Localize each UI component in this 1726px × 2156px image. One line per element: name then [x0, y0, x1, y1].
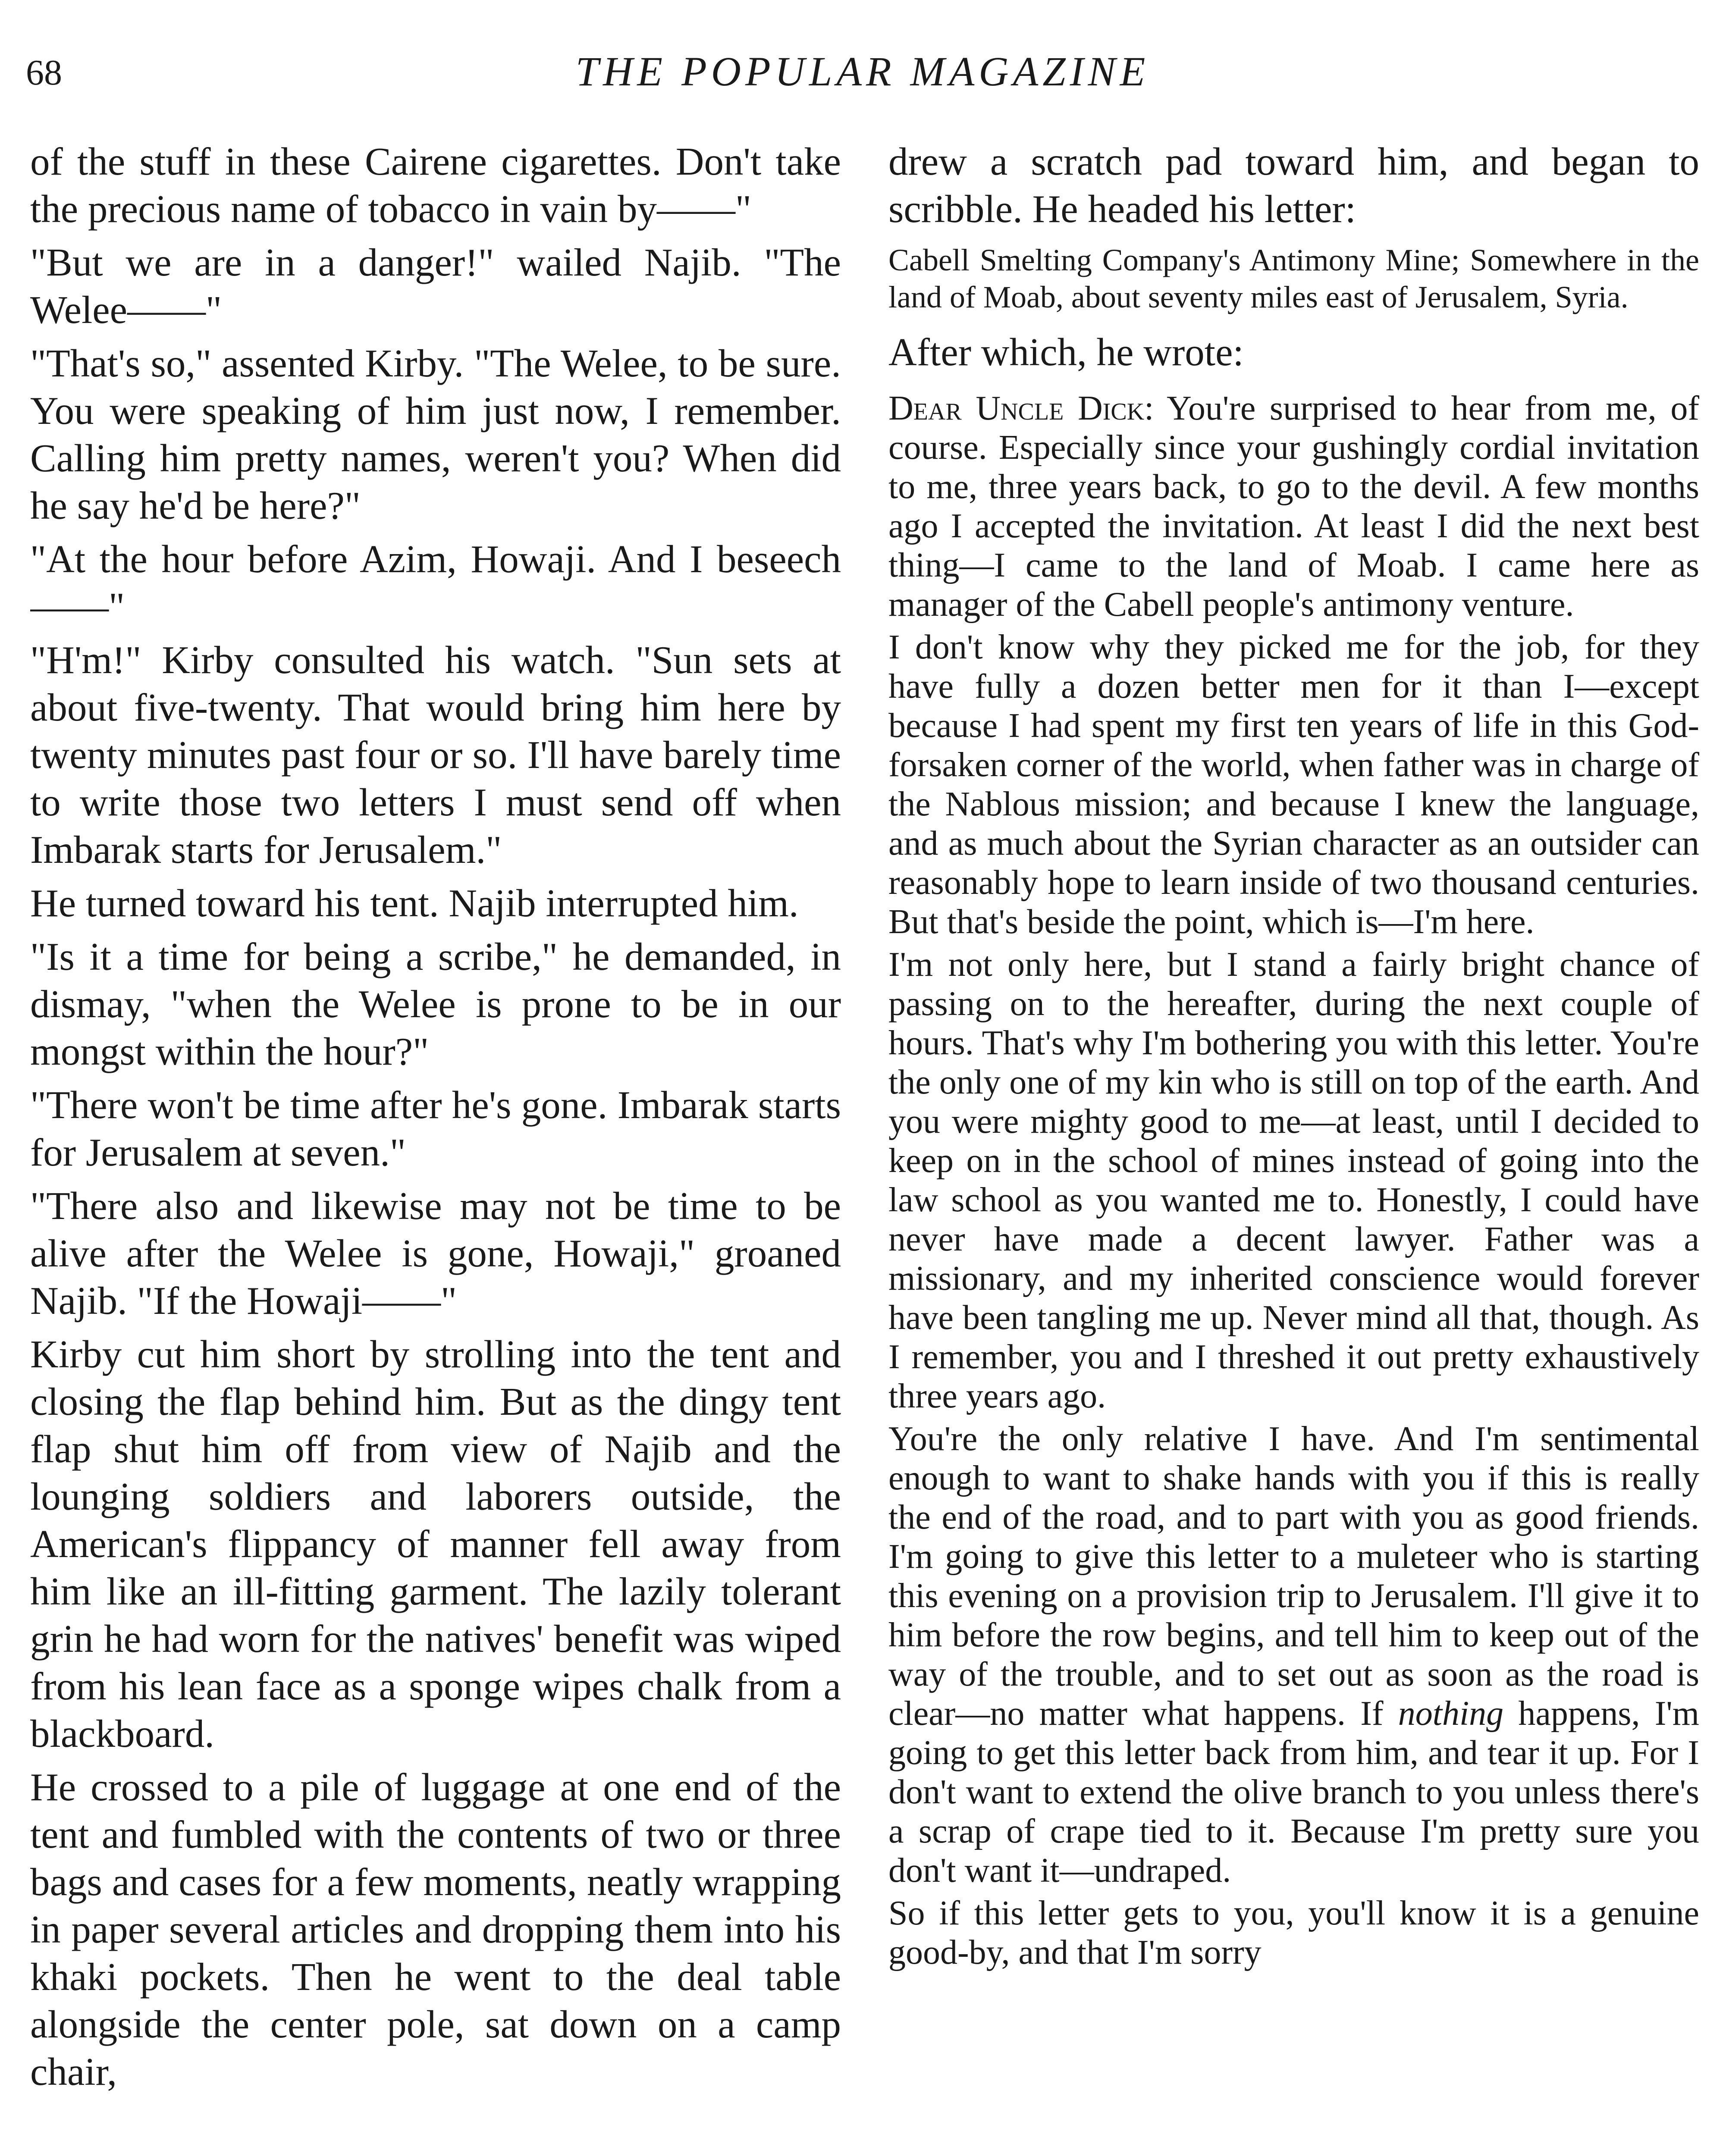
paragraph: He crossed to a pile of luggage at one end of the tent and fumbled with the contents of two or three bags and cases for a few moments, neatly wrapping in paper several articles and dropping them into his khaki pockets. Then he went to the deal table alongside the center pole, sat down on a camp chair,: [30, 1765, 841, 2093]
letter-salutation: Dear Uncle Dick:: [888, 389, 1154, 427]
letter-address: Cabell Smelting Company's Antimony Mine; Somewhere in the land of Moab, about seventy miles east of Jerusalem, Syria.: [888, 243, 1699, 314]
letter-paragraph: So if this letter gets to you, you'll know it is a genuine good-by, and that I'm sorry: [888, 1894, 1699, 1971]
left-column: [30, 138, 841, 2156]
paragraph: "At the hour before Azim, Howaji. And I beseech——": [30, 537, 841, 628]
running-head: THE POPULAR MAGAZINE: [575, 48, 1150, 94]
page-number: 68: [26, 53, 62, 93]
letter-paragraph: I don't know why they picked me for the job, for they have fully a dozen better men for it than I—except because I had spent my first ten years of life in this God-forsaken corner of the world, when father was in charge of the Nablous mission; and because I knew the language, and as much about the Syrian character as an outsider can reasonably hope to learn inside of two thousand centuries. But that's beside the point, which is—I'm here.: [888, 628, 1699, 941]
paragraph: drew a scratch pad toward him, and began to scribble. He headed his letter:: [888, 140, 1699, 231]
paragraph: He turned toward his tent. Najib interrupted him.: [30, 881, 799, 925]
letter-paragraph: [888, 389, 1699, 624]
letter-text: You're surprised to hear from me, of course. Especially since your gushingly cordial invitation to me, three years back, to go to the devil. A few months ago I accepted the invitation. At least I did the next best thing—I came to the land of Moab. I came here as manager of the Cabell people's antimony venture.: [888, 389, 1699, 624]
letter-paragraph: [888, 1420, 1699, 1890]
letter-text: happens, I'm going to get this letter back from him, and tear it up. For I don't want to extend the olive branch to you unless there's a scrap of crape tied to it. Because I'm pretty sure you don't want it—undraped.: [888, 1695, 1699, 1890]
letter-paragraph: I'm not only here, but I stand a fairly bright chance of passing on to the hereafter, during the next couple of hours. That's why I'm bothering you with this letter. You're the only one of my kin who is still on top of the earth. And you were mighty good to me—at least, until I decided to keep on in the school of mines instead of going into the law school as you wanted me to. Honestly, I could have never have made a decent lawyer. Father was a missionary, and my inherited conscience would forever have been tangling me up. Never mind all that, though. As I remember, you and I threshed it out pretty exhaustively three years ago.: [888, 946, 1699, 1415]
paragraph: "Is it a time for being a scribe," he demanded, in dismay, "when the Welee is prone to be in our mongst within the hour?": [30, 935, 841, 1073]
letter-text: You're the only relative I have. And I'm sentimental enough to want to shake hands with you if this is really the end of the road, and to part with you as good friends. I'm going to give this letter to a muleteer who is starting this evening on a provision trip to Jerusalem. I'll give it to him before the row begins, and tell him to keep out of the way of the trouble, and to set out as soon as the road is clear—no matter what happens. If: [888, 1420, 1699, 1733]
paragraph: "There won't be time after he's gone. Imbarak starts for Jerusalem at seven.": [30, 1083, 841, 1174]
paragraph: Kirby cut him short by strolling into the tent and closing the flap behind him. But as the dingy tent flap shut him off from view of Najib and the lounging soldiers and laborers outside, the American's flippancy of manner fell away from him like an ill-fitting garment. The lazily tolerant grin he had worn for the natives' benefit was wiped from his lean face as a sponge wipes chalk from a blackboard.: [30, 1332, 841, 1755]
right-column: [888, 138, 1699, 2156]
page-header: [26, 47, 1699, 112]
paragraph: "But we are in a danger!" wailed Najib. "The Welee——": [30, 241, 841, 332]
paragraph: of the stuff in these Cairene cigarettes. Don't take the precious name of tobacco in vain by——": [30, 140, 841, 231]
paragraph: "There also and likewise may not be time to be alive after the Welee is gone, Howaji," groaned Najib. "If the Howaji——": [30, 1184, 841, 1322]
paragraph: After which, he wrote:: [888, 330, 1244, 374]
paragraph: "That's so," assented Kirby. "The Welee, to be sure. You were speaking of him just now, I remember. Calling him pretty names, weren't you? When did he say he'd be here?": [30, 342, 841, 527]
emphasis: nothing: [1398, 1695, 1504, 1733]
paragraph: "H'm!" Kirby consulted his watch. "Sun sets at about five-twenty. That would bring him here by twenty minutes past four or so. I'll have barely time to write those two letters I must send off when Imbarak starts for Jerusalem.": [30, 638, 841, 871]
